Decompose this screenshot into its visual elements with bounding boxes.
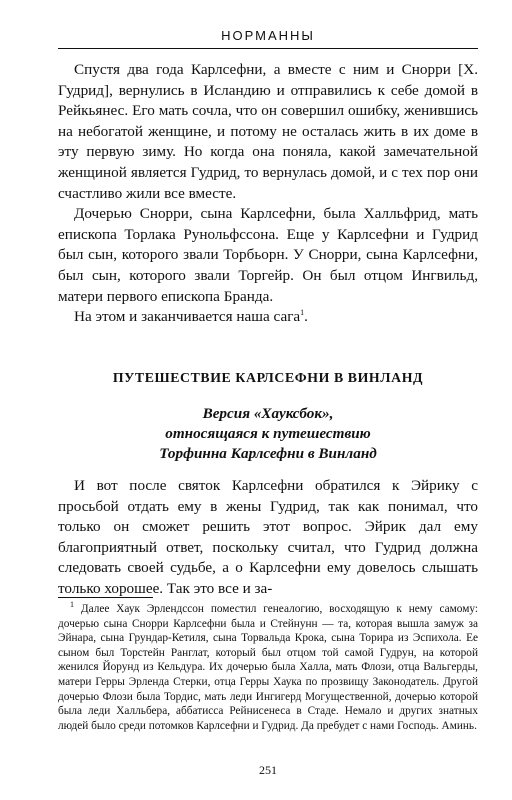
main-text-bottom [58, 476, 478, 600]
footnote [58, 602, 478, 733]
version-line-2: относящаяся к путешествию [165, 425, 371, 442]
running-header: НОРМАННЫ [221, 28, 315, 43]
paragraph-3: На этом и заканчивается наша сага$^1$. [74, 308, 308, 326]
main-text-top [58, 60, 478, 328]
version-subtitle [58, 404, 478, 464]
page-number: 251 [259, 763, 277, 777]
footnote-marker: 1 [70, 600, 74, 610]
paragraph-1: Спустя два года Карлсефни, а вместе с ним и Снорри [Х. Гудрид], вернулись в Исландию и отправились к себе домой в Рейкьянес. Его мать сочла, что он совершил ошибку, женившись на небогатой женщине, и потому не осталась жить в их доме в эту первую зиму. Но когда она поняла, какой замечательной женщиной является Гудрид, то вернулась домой, и с тех пор они счастливо жили все вместе. [58, 61, 478, 202]
footnote-rule [58, 597, 153, 598]
header-rule [58, 48, 478, 49]
paragraph-2: Дочерью Снорри, сына Карлсефни, была Халльфрид, мать епископа Торлака Рунольфссона. Еще у Карлсефни и Гудрид был сын, которого звали Торбьорн. У Снорри, сына Карлсефни, был сын, которого звали Торгейр. Он был отцом Ингвильд, матери первого епископа Бранда. [58, 205, 478, 305]
footnote-text: Далее Хаук Эрлендссон поместил генеалогию, восходящую к нему самому: дочерью сына Снорри Карлсефни была и Стейнунн — та, которая вышла замуж за Эйнара, сына Грундар-Кетиля, сына Торвальда Крока, сына Торира из Эспихола. Ее сыном был Торстейн Ранглат, который был отцом той самой Гудрун, на которой женился Йорунд из Кельдура. Их дочерью была Халла, мать Флози, отца Вальгерды, матери Герры Эрленда Стерки, отца Герры Хаука по прозвищу Законодатель. Другой дочерью Флози была Тордис, мать леди Ингигерд Могущественной, дочерью которой была леди Халльбера, аббатисса Рейнисенеса в Стаде. Немало и других знатных людей было среди потомков Карлсефни и Гудрид. Да пребудет с нами Господь. Аминь. [58, 603, 478, 732]
closing-line: На этом и заканчивается наша сага [74, 308, 301, 326]
version-line-1: Версия «Хауксбок», [202, 405, 334, 422]
section-title: ПУТЕШЕСТВИЕ КАРЛСЕФНИ В ВИНЛАНД [112, 370, 424, 385]
paragraph-4: И вот после святок Карлсефни обратился к Эйрику с просьбой отдать ему в жены Гудрид, так как понимал, что только он сможет решить этот вопрос. Эйрик дал ему благоприятный ответ, поскольку считал, что Гудрид должна следовать своей судьбе, а о Карлсефни ему довелось слышать только хорошее. Так это все и за- [58, 477, 478, 597]
version-line-3: Торфинна Карлсефни в Винланд [159, 445, 377, 462]
footnote-reference[interactable]: 1 [300, 308, 305, 318]
